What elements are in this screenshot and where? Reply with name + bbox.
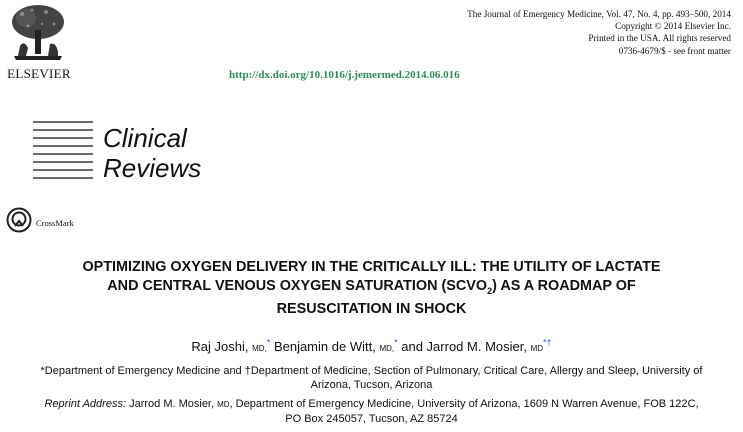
section-heading-line1: Clinical: [103, 123, 187, 153]
crossmark-badge[interactable]: [6, 207, 74, 238]
author-list: [0, 338, 743, 354]
author-name: Raj Joshi,: [191, 339, 249, 355]
author-name: Benjamin de Witt,: [273, 339, 376, 355]
author-degree: MD: [530, 344, 544, 354]
doi-link[interactable]: http://dx.doi.org/10.1016/j.jemermed.2014.06.016: [229, 69, 460, 81]
journal-citation: [467, 8, 731, 57]
author: [274, 339, 398, 354]
copyright-line: Copyright © 2014 Elsevier Inc.: [615, 21, 731, 32]
reprint-rest: , Department of Emergency Medicine, University of Arizona, 1609 N Warren Avenue, FOB 122C,: [229, 398, 699, 410]
reprint-address: [0, 397, 743, 426]
title-line2-subscript: 2: [487, 285, 493, 296]
reprint-line1: [0, 397, 743, 412]
reprint-line2: PO Box 245057, Tucson, AZ 85724: [285, 413, 458, 425]
reprint-degree: MD: [217, 400, 230, 409]
title-line3: RESUSCITATION IN SHOCK: [276, 300, 467, 317]
elsevier-tree-logo: [6, 2, 70, 64]
section-rule-lines: [33, 120, 93, 184]
title-line1: OPTIMIZING OXYGEN DELIVERY IN THE CRITICALLY ILL: THE UTILITY OF LACTATE: [82, 259, 661, 275]
author-name: and Jarrod M. Mosier,: [401, 339, 527, 355]
author: [191, 339, 270, 354]
author-affil-mark[interactable]: *: [266, 338, 271, 348]
article-title: [0, 258, 743, 318]
affiliation-line2: Arizona, Tucson, Arizona: [310, 379, 433, 391]
reprint-label: Reprint Address:: [44, 398, 127, 410]
issn-line: 0736-4679/$ - see front matter: [618, 45, 731, 56]
author-affil-mark[interactable]: *: [394, 338, 398, 348]
reprint-name: Jarrod M. Mosier,: [129, 398, 215, 410]
author-degree: MD,: [252, 344, 267, 354]
crossmark-icon: [6, 207, 32, 238]
author: [401, 339, 551, 354]
title-line2-a: AND CENTRAL VENOUS OXYGEN SATURATION (SCVO: [107, 277, 488, 294]
crossmark-label: CrossMark: [36, 217, 74, 228]
section-heading: [103, 123, 201, 183]
title-line2: [0, 277, 743, 300]
rights-line: Printed in the USA. All rights reserved: [588, 33, 731, 44]
section-heading-line2: Reviews: [103, 153, 202, 183]
author-degree: MD,: [379, 344, 395, 354]
author-affil-mark[interactable]: *†: [543, 338, 552, 348]
title-line2-b: ) AS A ROADMAP OF: [492, 277, 636, 294]
affiliation-line1: *Department of Emergency Medicine and †Department of Medicine, Section of Pulmonary, Critical Care, Allergy and Sleep, University of: [40, 365, 703, 377]
publisher-name: ELSEVIER: [7, 66, 71, 81]
journal-line: The Journal of Emergency Medicine, Vol. 47, No. 4, pp. 493–500, 2014: [467, 9, 731, 19]
affiliation: [0, 364, 743, 392]
